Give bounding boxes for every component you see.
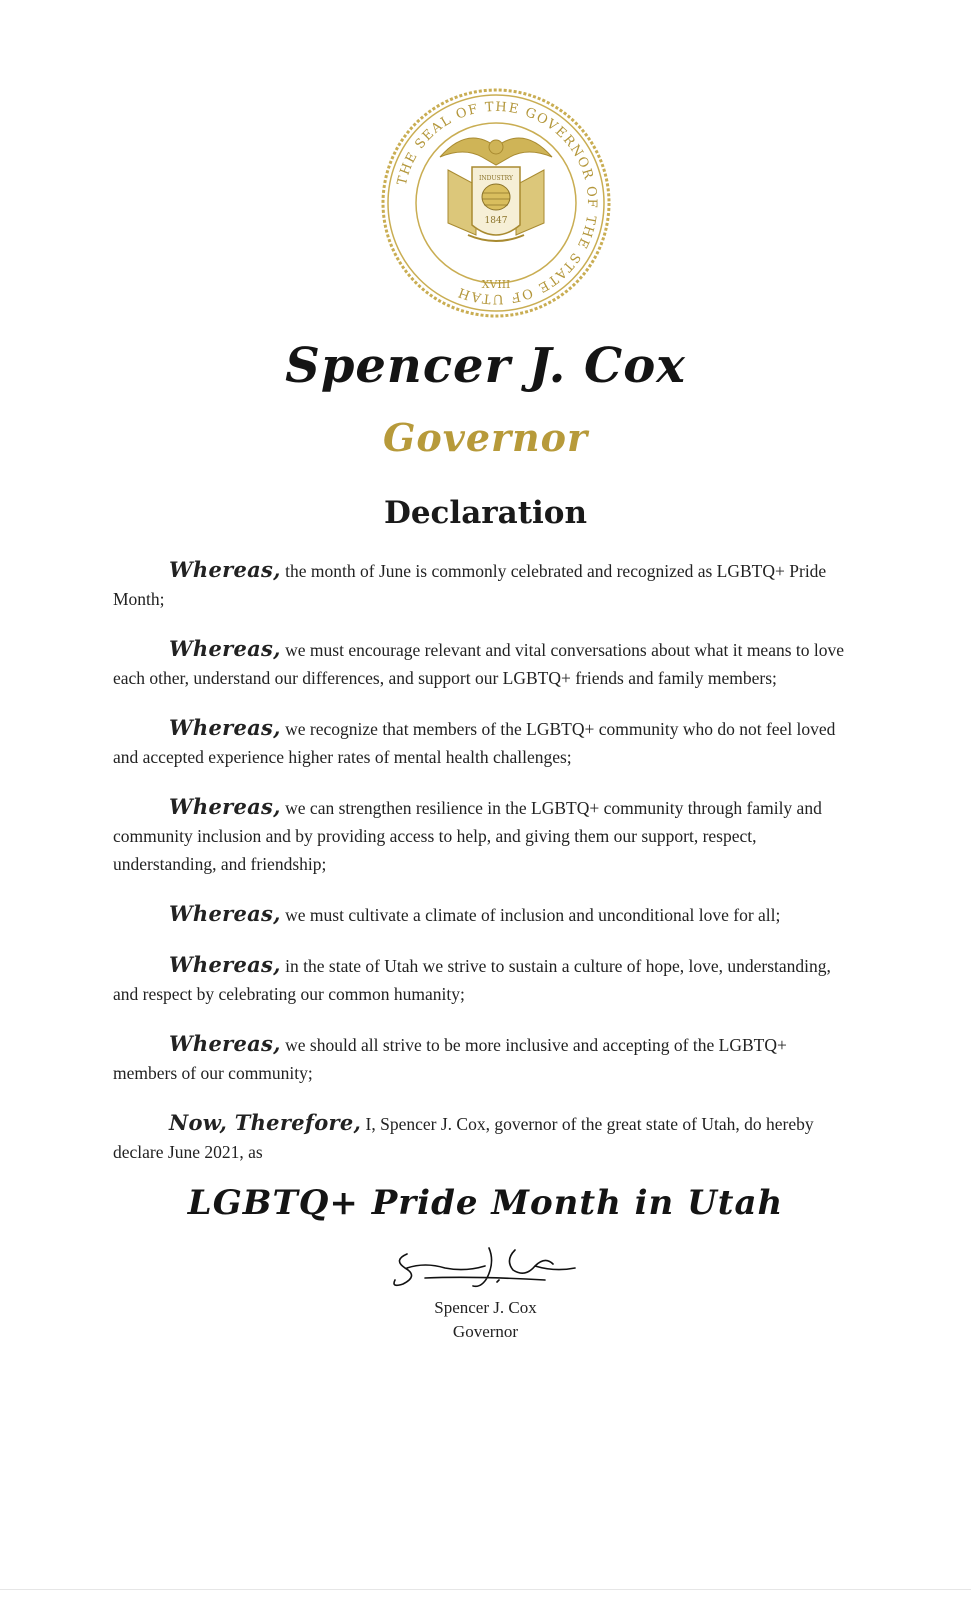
seal-ring-text: THE SEAL OF THE GOVERNOR OF THE STATE OF UTAH — [394, 99, 600, 307]
paragraph-text: we must cultivate a climate of inclusion and unconditional love for all; — [285, 905, 781, 925]
paragraph — [113, 556, 853, 613]
paragraph-lead: Whereas, — [169, 715, 281, 740]
paragraph-text: we recognize that members of the LGBTQ+ community who do not feel loved and accepted experience higher rates of mental health challenges; — [113, 719, 836, 767]
paragraph-text: I, Spencer J. Cox, governor of the great state of Utah, do hereby declare June 2021, as — [113, 1114, 814, 1162]
declaration-body — [113, 556, 853, 1188]
paragraph — [113, 951, 853, 1008]
seal-year: 1847 — [484, 216, 508, 226]
paragraph — [113, 793, 853, 878]
paragraph-text: we can strengthen resilience in the LGBTQ+ community through family and community inclusion and by providing access to help, and giving them our support, respect, understanding, and friendship; — [113, 798, 822, 874]
paragraph-lead: Now, Therefore, — [169, 1110, 362, 1135]
paragraph-lead: Whereas, — [169, 557, 281, 582]
paragraph-lead: Whereas, — [169, 794, 281, 819]
governor-title-heading: Governor — [382, 415, 589, 460]
paragraph-text: in the state of Utah we strive to sustain a culture of hope, love, understanding, and respect by celebrating our common humanity; — [113, 956, 831, 1004]
paragraph — [113, 1030, 853, 1087]
signer-name: Spencer J. Cox — [434, 1298, 537, 1317]
seal-number: XVIII — [481, 278, 511, 291]
governor-seal — [378, 85, 614, 321]
paragraph — [113, 1109, 853, 1166]
paragraph — [113, 714, 853, 771]
paragraph-text: we must encourage relevant and vital conversations about what it means to love each other, understand our differences, and support our LGBTQ+ friends and family members; — [113, 640, 845, 688]
governor-name-heading: Spencer J. Cox — [285, 338, 686, 394]
paragraph-lead: Whereas, — [169, 901, 281, 926]
paragraph-lead: Whereas, — [169, 952, 281, 977]
seal-motto: INDUSTRY — [479, 175, 513, 182]
signer-title: Governor — [452, 1322, 519, 1341]
paragraph — [113, 635, 853, 692]
declaration-headline: LGBTQ+ Pride Month in Utah — [187, 1183, 784, 1223]
paragraph-lead: Whereas, — [169, 636, 281, 661]
bottom-divider — [0, 1589, 971, 1590]
handwritten-signature — [385, 1242, 585, 1292]
paragraph-text: we should all strive to be more inclusive and accepting of the LGBTQ+ members of our community; — [113, 1035, 787, 1083]
document-type-heading: Declaration — [383, 495, 588, 531]
paragraph — [113, 900, 853, 929]
paragraph-text: the month of June is commonly celebrated and recognized as LGBTQ+ Pride Month; — [113, 561, 827, 609]
paragraph-lead: Whereas, — [169, 1031, 281, 1056]
